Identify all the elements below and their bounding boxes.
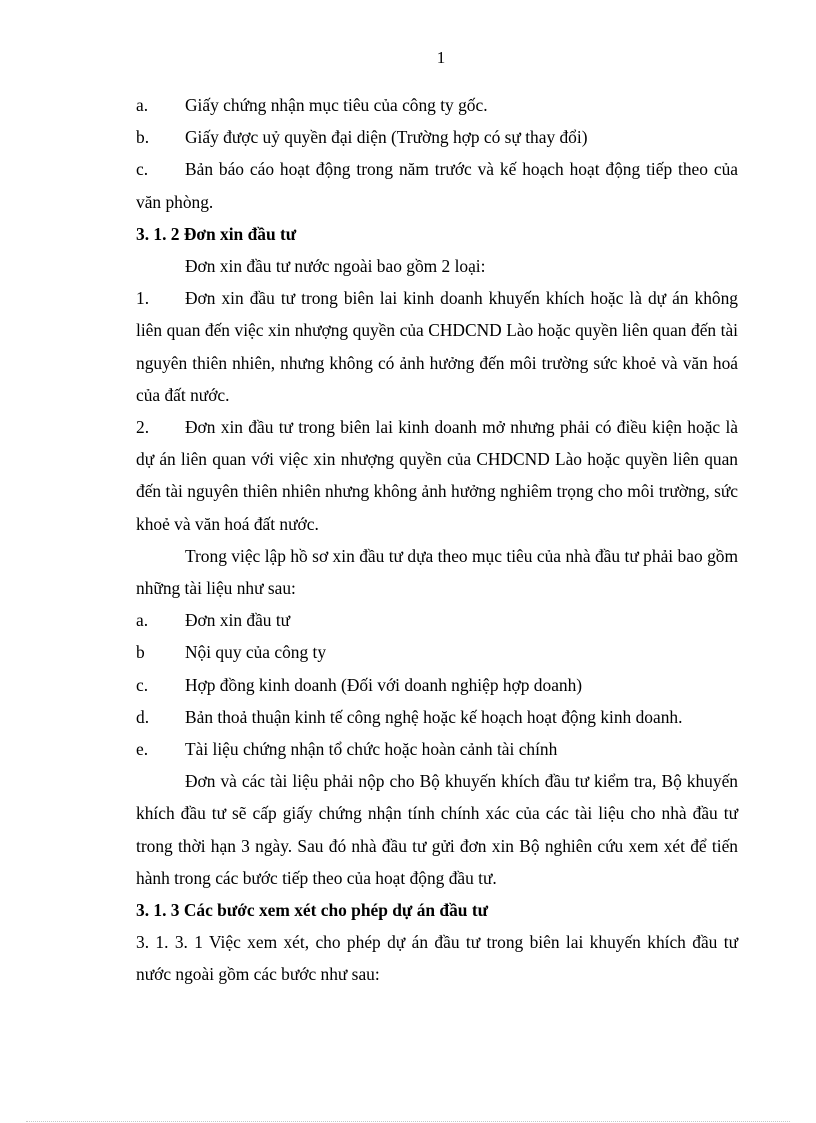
list-item-text: Đơn xin đầu tư	[185, 610, 291, 631]
list-item	[136, 701, 738, 733]
list-item-text: Đơn xin đầu tư trong biên lai kinh doanh khuyến khích hoặc là dự án không liên quan đến việc xin nhượng quyền của CHDCND Lào hoặc quyền liên quan đến tài nguyên thiên nhiên, nhưng không có ảnh hưởng đến môi trường sức khoẻ và văn hoá của đất nước.	[136, 288, 738, 405]
list-item	[136, 636, 738, 668]
list-item	[136, 121, 738, 153]
page-bottom-divider	[26, 1121, 790, 1122]
list-marker: 2.	[136, 417, 150, 438]
list-item	[136, 282, 738, 411]
list-item	[136, 604, 738, 636]
list-marker: e.	[136, 739, 149, 760]
section-heading-3-1-3: 3. 1. 3 Các bước xem xét cho phép dự án đầu tư	[136, 900, 489, 921]
list-marker: c.	[136, 159, 149, 180]
list-item	[136, 89, 738, 121]
submission-paragraph: Đơn và các tài liệu phải nộp cho Bộ khuyến khích đầu tư kiểm tra, Bộ khuyến khích đầu tư sẽ cấp giấy chứng nhận tính chính xác của các tài liệu cho nhà đầu tư trong thời hạn 3 ngày. Sau đó nhà đầu tư gửi đơn xin Bộ nghiên cứu xem xét để tiến hành trong các bước tiếp theo của hoạt động đầu tư.	[136, 771, 738, 888]
list-marker: d.	[136, 706, 150, 727]
list-marker: a.	[136, 95, 149, 115]
list-marker: a.	[136, 610, 149, 631]
list-item-text: Bản thoả thuận kinh tế công nghệ hoặc kế hoạch hoạt động kinh doanh.	[185, 706, 683, 727]
document-body	[136, 89, 738, 991]
list-marker: 1.	[136, 288, 150, 309]
list-marker: b	[136, 642, 145, 663]
page-number: 1	[436, 48, 446, 67]
list-item-text: Nội quy của công ty	[185, 642, 327, 663]
list-item-text: Đơn xin đầu tư trong biên lai kinh doanh mở nhưng phải có điều kiện hoặc là dự án liên quan với việc xin nhượng quyền của CHDCND Lào hoặc quyền liên quan đến tài nguyên thiên nhiên nhưng không ảnh hưởng nghiêm trọng cho môi trường, sức khoẻ và văn hoá đất nước.	[136, 417, 738, 534]
intro-paragraph: Đơn xin đầu tư nước ngoài bao gồm 2 loại:	[185, 256, 486, 277]
list-item-text: Tài liệu chứng nhận tổ chức hoặc hoàn cảnh tài chính	[185, 739, 558, 760]
list-item-text: Giấy chứng nhận mục tiêu của công ty gốc.	[185, 95, 488, 115]
section-heading-3-1-2: 3. 1. 2 Đơn xin đầu tư	[136, 223, 297, 244]
list-item	[136, 411, 738, 540]
documents-paragraph: Trong việc lập hồ sơ xin đầu tư dựa theo mục tiêu của nhà đầu tư phải bao gồm những tài liệu như sau:	[136, 545, 738, 599]
list-item-text: Giấy được uỷ quyền đại diện (Trường hợp có sự thay đổi)	[185, 127, 588, 148]
subsection-paragraph-3-1-3-1: 3. 1. 3. 1 Việc xem xét, cho phép dự án đầu tư trong biên lai khuyến khích đầu tư nước ngoài gồm các bước như sau:	[136, 932, 738, 985]
list-item-text: Hợp đồng kinh doanh (Đối với doanh nghiệp hợp doanh)	[185, 674, 583, 695]
list-item	[136, 733, 738, 765]
list-marker: b.	[136, 127, 150, 148]
list-marker: c.	[136, 674, 149, 695]
list-item	[136, 153, 738, 217]
list-item	[136, 669, 738, 701]
list-item-text: Bản báo cáo hoạt động trong năm trước và kế hoạch hoạt động tiếp theo của văn phòng.	[136, 159, 738, 212]
